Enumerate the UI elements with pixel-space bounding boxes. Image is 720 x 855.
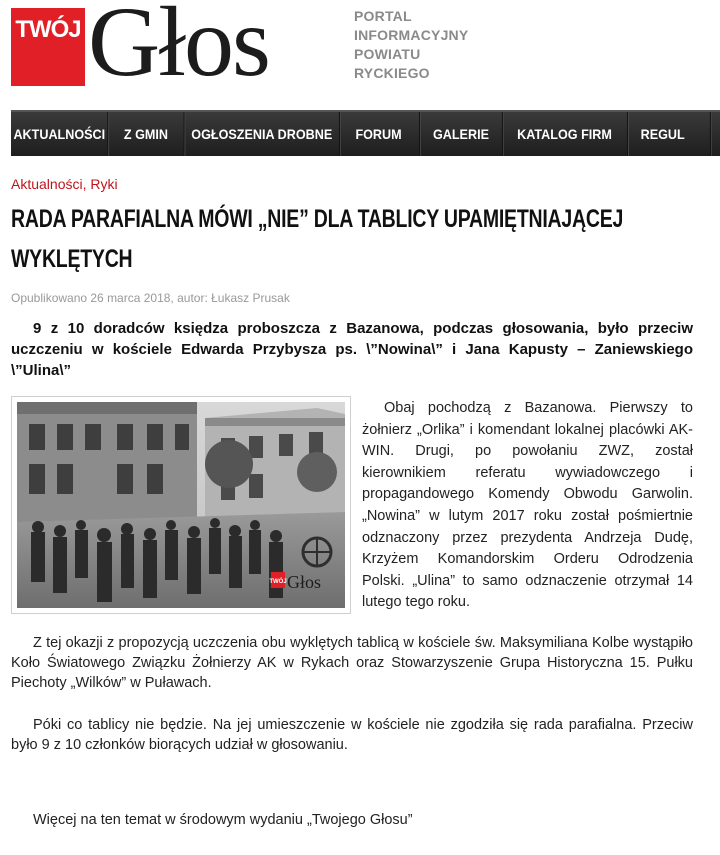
tagline-line: PORTAL bbox=[354, 8, 412, 24]
article-paragraph: Więcej na ten temat w środowym wydaniu „Twojego Głosu” bbox=[33, 812, 413, 828]
article-category[interactable]: Aktualności, Ryki bbox=[11, 176, 118, 192]
article-title: RADA PARAFIALNA MÓWI „NIE” DLA TABLICY UPAMIĘTNIAJĄCEJ WYKLĘTYCH bbox=[11, 205, 624, 273]
article-photo[interactable] bbox=[11, 396, 351, 614]
logo-badge[interactable] bbox=[11, 8, 85, 86]
logo-badge-text: TWÓJ bbox=[15, 16, 81, 43]
nav-item-forum[interactable]: FORUM bbox=[338, 112, 420, 156]
main-nav bbox=[11, 110, 720, 156]
article-paragraph: Z tej okazji z propozycją uczczenia obu wyklętych tablicą w kościele św. Maksymiliana Kolbe wystąpiło Koło Światowego Związku Żołnierzy AK w Rykach oraz Stowarzyszenie Grupa Historyczna 15. Pułku Piechoty „Wilków” w Puławach. bbox=[11, 635, 693, 691]
tagline-line: RYCKIEGO bbox=[354, 65, 430, 81]
nav-item-galerie[interactable]: GALERIE bbox=[420, 112, 503, 156]
nav-item-katalog-firm[interactable]: KATALOG FIRM bbox=[502, 112, 628, 156]
watermark-wordmark: Głos bbox=[287, 572, 322, 592]
site-tagline bbox=[354, 7, 484, 83]
tagline-line: POWIATU bbox=[354, 46, 421, 62]
nav-item-z-gmin[interactable]: Z GMIN bbox=[108, 112, 185, 156]
watermark-badge-text: TWÓJ bbox=[269, 579, 287, 585]
nav-item-aktualnosci[interactable]: AKTUALNOŚCI bbox=[11, 112, 108, 156]
tagline-line: INFORMACYJNY bbox=[354, 27, 469, 43]
archival-street-photo bbox=[17, 402, 345, 608]
nav-item-ogloszenia-drobne[interactable]: OGŁOSZENIA DROBNE bbox=[185, 112, 339, 156]
article-meta: Opublikowano 26 marca 2018, autor: Łukasz Prusak bbox=[11, 291, 290, 305]
article-lead: 9 z 10 doradców księdza proboszcza z Bazanowa, podczas głosowania, było przeciw uczczeniu w kościele Edwarda Przybysza ps. \”Nowina\” i Jana Kapusty – Zaniewskiego \”Ulina\” bbox=[11, 320, 693, 379]
site-header bbox=[0, 0, 720, 100]
logo-wordmark[interactable]: Głos bbox=[88, 0, 269, 97]
nav-item-regulamin[interactable]: REGUL bbox=[628, 112, 711, 156]
article-paragraph: Obaj pochodzą z Bazanowa. Pierwszy to żołnierz „Orlika” i komendant lokalnej placówki AK-WIN. Drugi, po powołaniu ZWZ, został kierownikiem referatu wywiadowczego i propagandowego Komendy Obwodu Garwolin. „Nowina” w lutym 2017 roku został pośmiertnie odznaczony przez prezydenta Andrzeja Dudę, Krzyżem Komandorskim Orderu Odrodzenia Polski. „Ulina” to samo odznaczenie otrzymał 14 lutego tego roku. bbox=[362, 400, 693, 611]
article-paragraph: Póki co tablicy nie będzie. Na jej umieszczenie w kościele nie zgodziła się rada parafialna. Przeciw było 9 z 10 członków biorących udział w głosowaniu. bbox=[11, 717, 693, 753]
